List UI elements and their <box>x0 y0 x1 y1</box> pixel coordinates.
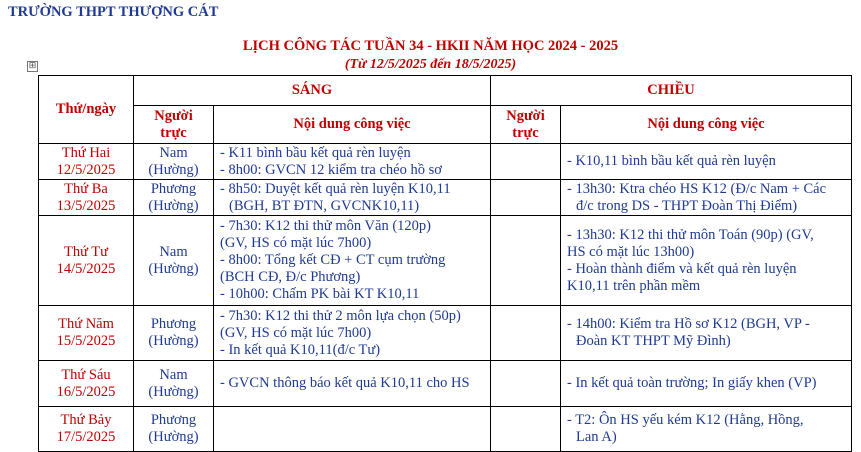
day-date: 17/5/2025 <box>56 429 116 445</box>
duty-label-line2: trực <box>160 124 187 141</box>
duty-person-cell <box>134 361 214 407</box>
day-cell <box>39 180 134 216</box>
duty-person-cell <box>134 216 214 306</box>
duty-person-sub: (Hường) <box>148 161 199 178</box>
header-morning: SÁNG <box>134 76 491 106</box>
schedule-table <box>38 75 852 452</box>
schedule-date-range: (Từ 12/5/2025 đến 18/5/2025) <box>344 57 517 72</box>
duty-person-sub: (Hường) <box>148 383 199 400</box>
afternoon-duty-cell <box>491 306 561 361</box>
afternoon-duty-cell <box>491 407 561 452</box>
afternoon-content <box>561 407 852 452</box>
day-cell <box>39 306 134 361</box>
task-line: (GV, HS có mặt lúc 7h00) <box>220 235 372 251</box>
task-line: - In kết quả K10,11(đ/c Tư) <box>220 341 381 358</box>
table-row <box>39 306 852 361</box>
day-name: Thứ Tư <box>63 243 109 260</box>
duty-person: Phương <box>150 412 197 428</box>
duty-person-cell <box>134 407 214 452</box>
morning-content <box>214 216 491 306</box>
day-name: Thứ Ba <box>64 180 108 197</box>
day-name: Thứ Hai <box>61 144 111 161</box>
header-morning-content: Nội dung công việc <box>214 106 491 144</box>
duty-person: Phương <box>150 180 197 197</box>
afternoon-content <box>561 216 852 306</box>
table-row <box>39 144 852 180</box>
duty-label-line1: Người <box>506 107 545 124</box>
task-line: K10,11 trên phần mềm <box>567 277 701 294</box>
afternoon-duty-cell <box>491 216 561 306</box>
duty-person-sub: (Hường) <box>148 197 199 214</box>
day-cell <box>39 144 134 180</box>
header-row-1 <box>39 76 852 106</box>
day-name: Thứ Sáu <box>61 366 111 383</box>
day-cell <box>39 361 134 407</box>
task-line: - 8h50: Duyệt kết quả rèn luyện K10,11 <box>220 180 451 197</box>
header-afternoon-content: Nội dung công việc <box>561 106 852 144</box>
afternoon-duty-cell <box>491 361 561 407</box>
task-line: Lan A) <box>576 429 617 445</box>
morning-content <box>214 144 491 180</box>
header-row-2 <box>39 106 852 144</box>
morning-content <box>214 306 491 361</box>
duty-label-line1: Người <box>154 107 193 124</box>
header-morning-duty <box>134 106 214 144</box>
school-name: TRƯỜNG THPT THƯỢNG CÁT <box>8 4 219 20</box>
day-date: 14/5/2025 <box>56 260 116 277</box>
day-date: 16/5/2025 <box>56 383 116 400</box>
duty-person: Phương <box>150 316 197 332</box>
duty-person-sub: (Hường) <box>148 260 199 277</box>
task-line: Đoàn KT THPT Mỹ Đình) <box>576 333 731 349</box>
afternoon-content <box>561 180 852 216</box>
duty-person-cell <box>134 144 214 180</box>
header-afternoon-duty <box>491 106 561 144</box>
afternoon-content <box>561 361 852 407</box>
task-line: - T2: Ôn HS yếu kém K12 (Hằng, Hồng, <box>567 412 804 428</box>
day-date: 13/5/2025 <box>56 197 116 214</box>
day-name: Thứ Bảy <box>60 412 112 428</box>
task-line: (BGH, BT ĐTN, GVCNK10,11) <box>229 197 420 214</box>
task-line: - Hoàn thành điểm và kết quả rèn luyện <box>567 260 797 277</box>
task-line: đ/c trong DS - THPT Đoàn Thị Điểm) <box>576 197 798 214</box>
afternoon-content <box>561 144 852 180</box>
task-line: - In kết quả toàn trường; In giấy khen (VP) <box>567 375 817 391</box>
duty-person: Nam <box>159 366 188 383</box>
task-line: - 7h30: K12 thi thử 2 môn lựa chọn (50p) <box>220 307 461 324</box>
duty-person-cell <box>134 306 214 361</box>
task-line: - K11 bình bầu kết quả rèn luyện <box>220 144 411 161</box>
day-date: 12/5/2025 <box>56 161 116 178</box>
duty-person: Nam <box>159 144 188 161</box>
table-row <box>39 216 852 306</box>
task-line: - 10h00: Chấm PK bài KT K10,11 <box>220 286 420 302</box>
morning-content <box>214 180 491 216</box>
table-row <box>39 361 852 407</box>
afternoon-duty-cell <box>491 144 561 180</box>
task-line: - K10,11 bình bầu kết quả rèn luyện <box>567 153 776 169</box>
table-row <box>39 180 852 216</box>
task-line: - GVCN thông báo kết quả K10,11 cho HS <box>220 375 470 391</box>
task-line: (BCH CĐ, Đ/c Phương) <box>220 269 361 285</box>
task-line: - 7h30: K12 thi thử môn Văn (120p) <box>220 218 431 234</box>
duty-person-sub: (Hường) <box>148 333 199 349</box>
afternoon-content <box>561 306 852 361</box>
day-cell <box>39 216 134 306</box>
task-line: - 13h30: K12 thi thử môn Toán (90p) (GV, <box>567 226 814 243</box>
day-cell <box>39 407 134 452</box>
duty-person: Nam <box>159 243 188 260</box>
schedule-title: LỊCH CÔNG TÁC TUẦN 34 - HKII NĂM HỌC 2024 - 2025 <box>242 38 619 54</box>
duty-person-cell <box>134 180 214 216</box>
morning-content <box>214 407 491 452</box>
task-line: - 8h00: GVCN 12 kiểm tra chéo hồ sơ <box>220 161 442 178</box>
header-afternoon: CHIỀU <box>491 76 852 106</box>
morning-content <box>214 361 491 407</box>
duty-label-line2: trực <box>512 124 539 141</box>
day-date: 15/5/2025 <box>56 333 116 349</box>
task-line: - 8h00: Tổng kết CĐ + CT cụm trường <box>220 252 446 268</box>
duty-person-sub: (Hường) <box>148 429 199 445</box>
task-line: - 14h00: Kiểm tra Hồ sơ K12 (BGH, VP - <box>567 316 810 332</box>
table-move-handle-icon[interactable]: ⊞ <box>28 61 37 71</box>
header-day: Thứ/ngày <box>39 76 134 144</box>
table-row <box>39 407 852 452</box>
afternoon-duty-cell <box>491 180 561 216</box>
task-line: (GV, HS có mặt lúc 7h00) <box>220 324 372 341</box>
day-name: Thứ Năm <box>58 316 114 332</box>
task-line: - 13h30: Ktra chéo HS K12 (Đ/c Nam + Các <box>567 180 827 197</box>
task-line: HS có mặt lúc 13h00) <box>567 243 695 260</box>
